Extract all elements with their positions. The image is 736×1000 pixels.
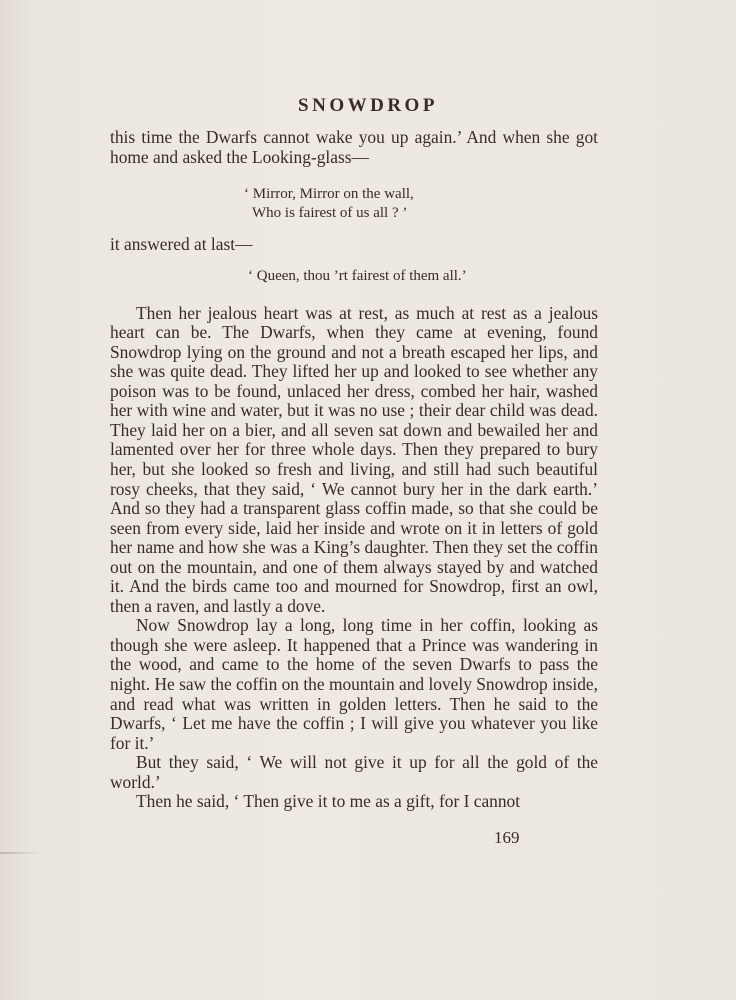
answer-line: it answered at last— (110, 234, 253, 255)
verse-mirror (110, 185, 598, 223)
opening-paragraph: this time the Dwarfs cannot wake you up again.’ And when she got home and asked the Looking-glass— (110, 127, 598, 167)
paragraph: Then he said, ‘ Then give it to me as a gift, for I cannot (136, 791, 521, 812)
verse-line: ‘ Queen, thou ’rt fairest of them all.’ (248, 267, 467, 284)
page-crease (0, 852, 42, 854)
verse-line: Who is fairest of us all ? ’ (252, 205, 408, 222)
page-number: 169 (494, 828, 520, 847)
body-text (110, 128, 598, 812)
verse-line: ‘ Mirror, Mirror on the wall, (244, 186, 414, 203)
paragraph: Now Snowdrop lay a long, long time in her coffin, looking as though she were asleep. It happened that a Prince was wandering in the wood, and came to the home of the seven Dwarfs to pass the night. He saw the coffin on the mountain and lovely Snowdrop inside, and read what was written in golden letters. Then he said to the Dwarfs, ‘ Let me have the coffin ; I will give you whatever you like for it.’ (110, 615, 598, 753)
running-head: SNOWDROP (298, 95, 438, 116)
verse-queen (110, 267, 598, 286)
paragraph: Then her jealous heart was at rest, as much at rest as a jealous heart can be. The Dwarfs, when they came at evening, found Snowdrop lying on the ground and not a breath escaped her lips, and she was quite dead. They lifted her up and looked to see whether any poison was to be found, unlaced her dress, combed her hair, washed her with wine and water, but it was no use ; their dear child was dead. They laid her on a bier, and all seven sat down and bewailed her and lamented over her for three whole days. Then they prepared to bury her, but she looked so fresh and living, and still had such beautiful rosy cheeks, that they said, ‘ We cannot bury her in the dark earth.’ And so they had a transparent glass coffin made, so that she could be seen from every side, laid her inside and wrote on it in letters of gold her name and how she was a King’s daughter. Then they set the coffin out on the mountain, and one of them always stayed by and watched it. And the birds came too and mourned for Snowdrop, first an owl, then a raven, and lastly a dove. (110, 302, 598, 616)
paragraph: But they said, ‘ We will not give it up for all the gold of the world.’ (110, 752, 598, 792)
